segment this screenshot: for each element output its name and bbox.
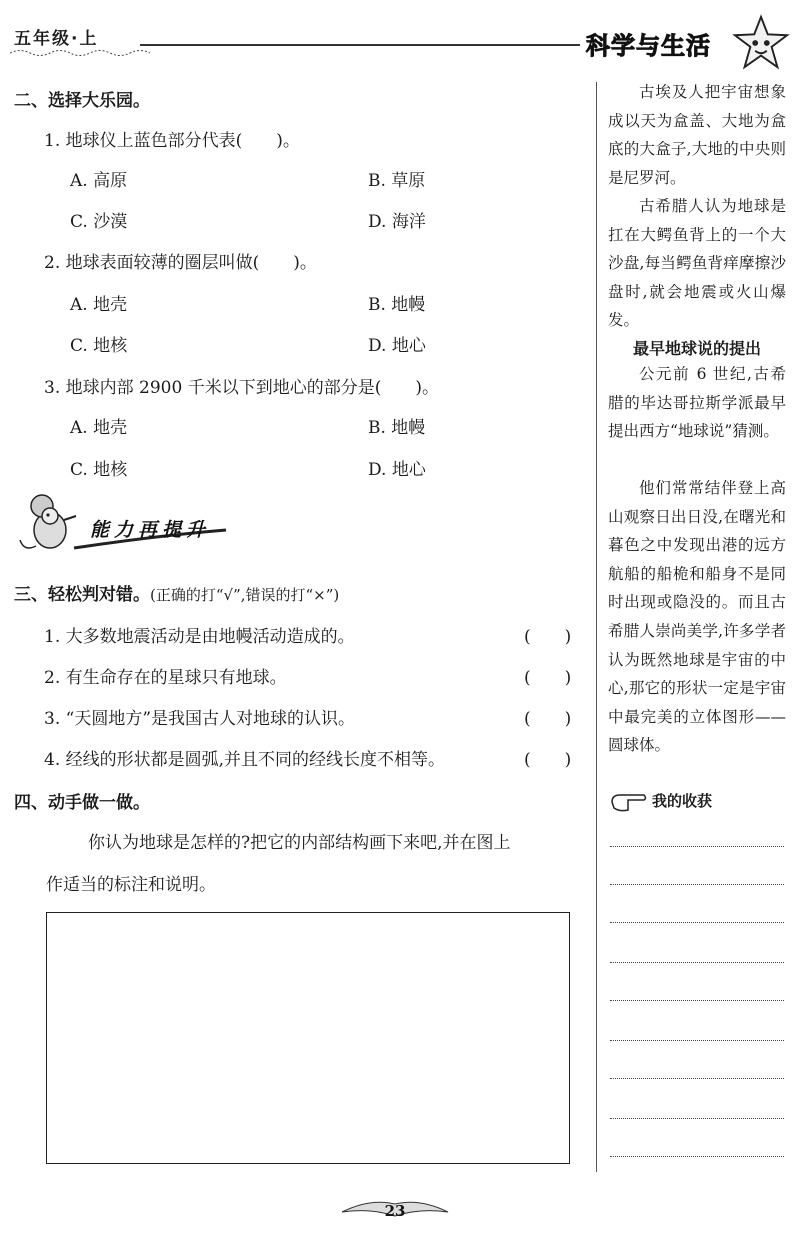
harvest-label: 我的收获 bbox=[652, 792, 713, 810]
section4-instruction-line2: 作适当的标注和说明。 bbox=[46, 875, 216, 895]
sidebar-story-2: 古希腊人认为地球是扛在大鳄鱼背上的一个大沙盘,每当鳄鱼背痒摩擦沙盘时,就会地震或火山爆发。 bbox=[608, 197, 786, 330]
harvest-line[interactable] bbox=[610, 922, 784, 923]
page-number: 23 bbox=[384, 1202, 406, 1220]
question-1-stem: 1. 地球仪上蓝色部分代表( )。 bbox=[44, 131, 300, 151]
judge-item-3: 3. “天圆地方”是我国古人对地球的认识。 bbox=[44, 709, 356, 729]
harvest-line[interactable] bbox=[610, 1040, 784, 1041]
q2-option-a[interactable]: A. 地壳 bbox=[70, 295, 128, 315]
sidebar-story-1: 古埃及人把宇宙想象成以天为盒盖、大地为盒底的大盒子,大地的中央则是尼罗河。 bbox=[608, 83, 786, 187]
q3-option-a[interactable]: A. 地壳 bbox=[70, 418, 128, 438]
star-mascot-icon bbox=[732, 14, 790, 72]
harvest-line[interactable] bbox=[610, 962, 784, 963]
section2-title: 二、选择大乐园。 bbox=[14, 91, 150, 111]
q1-option-c[interactable]: C. 沙漠 bbox=[70, 212, 128, 232]
judge-item-4: 4. 经线的形状都是圆弧,并且不同的经线长度不相等。 bbox=[44, 750, 446, 770]
harvest-line[interactable] bbox=[610, 1156, 784, 1157]
mouse-mascot-icon bbox=[20, 495, 76, 548]
section4-instruction-line1: 你认为地球是怎样的?把它的内部结构画下来吧,并在图上 bbox=[88, 833, 511, 853]
judge-answer-2[interactable]: ( ) bbox=[524, 668, 572, 688]
pointing-hand-icon bbox=[610, 790, 648, 814]
sidebar-title: 最早地球说的提出 bbox=[632, 339, 761, 358]
q2-option-c[interactable]: C. 地核 bbox=[70, 336, 128, 356]
harvest-line[interactable] bbox=[610, 1118, 784, 1119]
banner-text: 能力再提升 bbox=[90, 519, 211, 541]
harvest-line[interactable] bbox=[610, 884, 784, 885]
page-number-badge bbox=[340, 1194, 450, 1228]
column-divider bbox=[596, 82, 597, 1172]
drawing-area[interactable] bbox=[46, 912, 570, 1164]
header-wave-decoration bbox=[10, 48, 150, 58]
q2-option-d[interactable]: D. 地心 bbox=[368, 336, 426, 356]
subject-title: 科学与生活 bbox=[586, 32, 711, 60]
harvest-line[interactable] bbox=[610, 846, 784, 847]
judge-answer-1[interactable]: ( ) bbox=[524, 627, 572, 647]
header-rule bbox=[140, 44, 580, 46]
q1-option-a[interactable]: A. 高原 bbox=[70, 171, 128, 191]
harvest-line[interactable] bbox=[610, 1078, 784, 1079]
sidebar-story-3: 公元前 6 世纪,古希腊的毕达哥拉斯学派最早提出西方“地球说”猜测。 bbox=[608, 365, 786, 441]
section3-heading: 三、轻松判对错。 bbox=[14, 585, 150, 605]
judge-answer-3[interactable]: ( ) bbox=[524, 709, 572, 729]
grade-label: 五年级·上 bbox=[14, 29, 99, 49]
judge-item-2: 2. 有生命存在的星球只有地球。 bbox=[44, 668, 287, 688]
harvest-line[interactable] bbox=[610, 1000, 784, 1001]
q1-option-d[interactable]: D. 海洋 bbox=[368, 212, 426, 232]
section4-title: 四、动手做一做。 bbox=[14, 793, 150, 813]
question-2-stem: 2. 地球表面较薄的圈层叫做( )。 bbox=[44, 253, 317, 273]
judge-item-1: 1. 大多数地震活动是由地幔活动造成的。 bbox=[44, 627, 355, 647]
section3-note: (正确的打“√”,错误的打“×”) bbox=[150, 586, 340, 604]
q2-option-b[interactable]: B. 地幔 bbox=[368, 295, 426, 315]
judge-answer-4[interactable]: ( ) bbox=[524, 750, 572, 770]
q3-option-d[interactable]: D. 地心 bbox=[368, 460, 426, 480]
question-3-stem: 3. 地球内部 2900 千米以下到地心的部分是( )。 bbox=[44, 378, 439, 398]
ability-banner bbox=[14, 490, 229, 560]
q1-option-b[interactable]: B. 草原 bbox=[368, 171, 426, 191]
section3-title bbox=[14, 580, 339, 605]
sidebar-story-4: 他们常常结伴登上高山观察日出日没,在曙光和暮色之中发现出港的远方航船的船桅和船身不是同时出现或隐没的。而且古希腊人崇尚美学,许多学者认为既然地球是宇宙的中心,那它的形状一定是宇宙中最完美的立体图形——圆球体。 bbox=[608, 479, 786, 755]
q3-option-b[interactable]: B. 地幔 bbox=[368, 418, 426, 438]
q3-option-c[interactable]: C. 地核 bbox=[70, 460, 128, 480]
